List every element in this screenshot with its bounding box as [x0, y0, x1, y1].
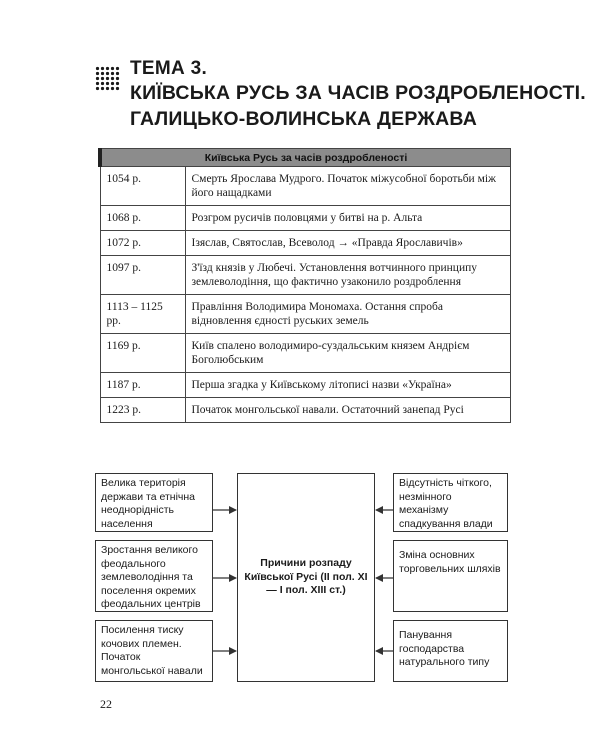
row-date: 1054 р. [100, 167, 185, 206]
row-date: 1187 р. [100, 373, 185, 398]
table-row [100, 206, 511, 231]
table-row [100, 295, 511, 334]
diagram-center-box: Причини розпаду Київської Русі (ІІ пол. XI — І пол. XIII ст.) [237, 473, 375, 682]
row-event: Смерть Ярослава Мудрого. Початок міжусобної боротьби між його нащадками [185, 167, 511, 206]
table-row [100, 398, 511, 423]
row-date: 1169 р. [100, 334, 185, 373]
page-heading [130, 58, 586, 132]
title-line-2: ГАЛИЦЬКО-ВОЛИНСЬКА ДЕРЖАВА [130, 108, 477, 130]
row-event: Київ спалено володимиро-суздальським князем Андрієм Боголюбським [185, 334, 511, 373]
row-date: 1223 р. [100, 398, 185, 423]
row-date: 1072 р. [100, 231, 185, 256]
cause-box-left-1: Велика територія держави та етнічна неоднорідність населення [95, 473, 213, 532]
dot-grid-icon [95, 66, 121, 92]
row-event: Перша згадка у Київському літописі назви «Україна» [185, 373, 511, 398]
cause-box-right-2: Зміна основних торговельних шляхів [393, 540, 508, 612]
row-event: Початок монгольської навали. Остаточний занепад Русі [185, 398, 511, 423]
page-number: 22 [100, 697, 112, 711]
row-event: Розгром русичів половцями у битві на р. Альта [185, 206, 511, 231]
cause-box-left-2: Зростання великого феодального землеволодіння та поселення окремих феодальних центрів [95, 540, 213, 612]
row-date: 1068 р. [100, 206, 185, 231]
chronology-table [98, 148, 511, 423]
table-row [100, 167, 511, 206]
table-row [100, 231, 511, 256]
table-row [100, 373, 511, 398]
table-header-row [100, 149, 511, 167]
cause-box-right-3: Панування господарства натурального типу [393, 620, 508, 682]
row-event: З'їзд князів у Любечі. Установлення вотчинного принципу землеволодіння, що фактично узаконило роздроблення [185, 256, 511, 295]
cause-box-left-3: Посилення тиску кочових племен. Початок монгольської навали [95, 620, 213, 682]
title-line-1: КИЇВСЬКА РУСЬ ЗА ЧАСІВ РОЗДРОБЛЕНОСТІ. [130, 82, 586, 104]
row-date: 1113 – 1125 рр. [100, 295, 185, 334]
row-event: Правління Володимира Мономаха. Остання спроба відновлення єдності руських земель [185, 295, 511, 334]
table-row [100, 334, 511, 373]
cause-box-right-1: Відсутність чіткого, незмінного механізму спадкування влади [393, 473, 508, 532]
topic-label: ТЕМА 3. [130, 58, 208, 79]
table-caption: Київська Русь за часів роздробленості [100, 149, 511, 167]
row-event: Ізяслав, Святослав, Всеволод → «Правда Ярославичів» [185, 231, 511, 256]
row-date: 1097 р. [100, 256, 185, 295]
table-row [100, 256, 511, 295]
